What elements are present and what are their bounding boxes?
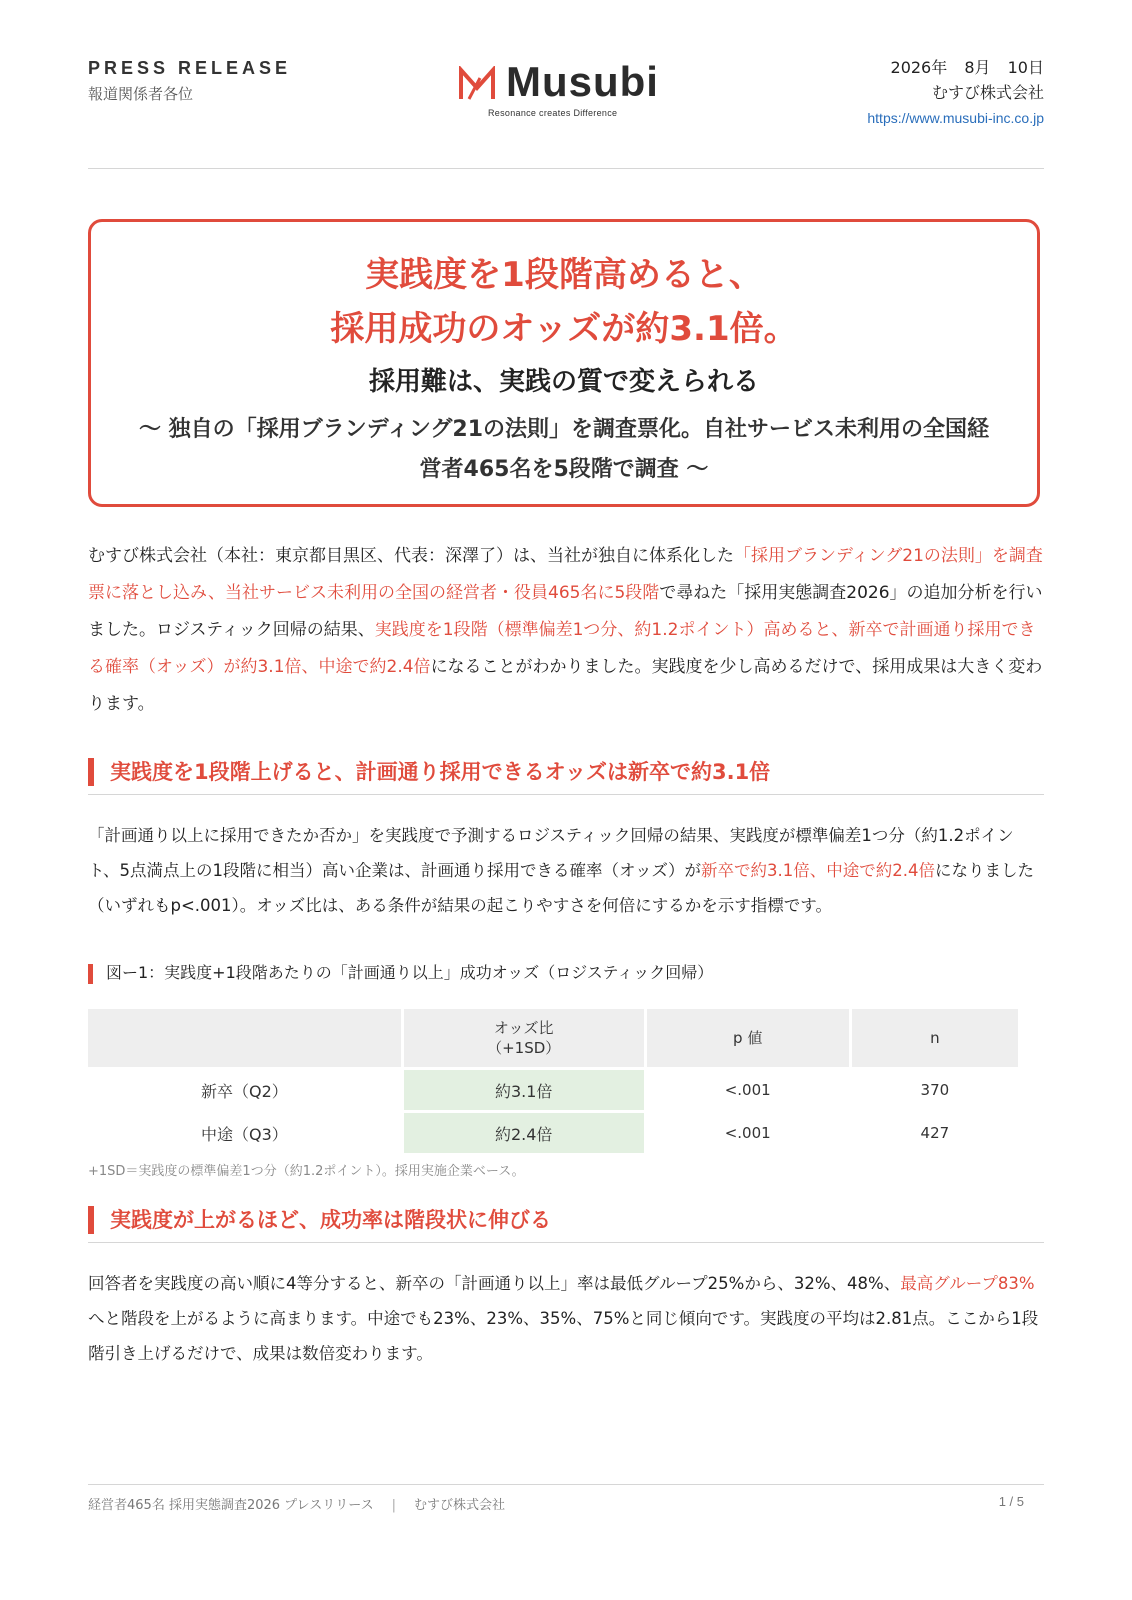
headline-subtitle: 採用難は、実践の質で変えられる <box>368 367 759 397</box>
intro-text-1: むすび株式会社（本社：東京都目黒区、代表：深澤了）は、当社が独自に体系化した <box>88 546 734 566</box>
logo-tagline: Resonance creates Difference <box>488 108 618 118</box>
date-year: 2026年 <box>890 58 948 77</box>
header-odds <box>404 1009 644 1067</box>
headline-box <box>88 219 1040 507</box>
musubi-m-logo-icon <box>458 66 496 102</box>
header-label-cell <box>88 1009 401 1067</box>
section2-text-1: 回答者を実践度の高い順に4等分すると、新卒の「計画通り以上」率は最低グループ25%から、32%、48%、 <box>88 1274 901 1293</box>
section1-text-2: になりました（いずれもp<.001）。オッズ比は、ある条件が結果の起こりやすさを何倍にするかを示す指標です。 <box>88 861 1034 915</box>
footer-company: むすび株式会社 <box>414 1498 506 1513</box>
date-day: 10日 <box>1007 58 1044 77</box>
intro-paragraph <box>88 538 1044 723</box>
section1-paragraph <box>88 818 1044 923</box>
section2-highlight: 最高グループ83% <box>900 1274 1035 1293</box>
footer-separator: | <box>391 1498 396 1513</box>
row-odds: 約2.4倍 <box>404 1113 644 1153</box>
headline-line1: 実践度を1段階高めると、 <box>365 255 763 295</box>
section1-accent-bar <box>88 758 94 786</box>
musubi-logo <box>458 58 678 124</box>
intro-highlight-1: 「採用ブランディング21の法則」を調査票に落とし込み、当社サービス未利用の全国の経営者・役員465名に5段階 <box>88 546 1043 603</box>
section1-heading <box>88 754 1044 795</box>
row-n: 370 <box>920 1081 950 1099</box>
section1-title: 実践度を1段階上げると、計画通り採用できるオッズは新卒で約3.1倍 <box>110 760 771 784</box>
header-divider <box>88 168 1044 169</box>
section2-text-2: へと階段を上がるように高まります。中途でも23%、23%、35%、75%と同じ傾向です。実践度の平均は2.81点。ここから1段階引き上げるだけで、成果は数倍変わります。 <box>88 1309 1039 1363</box>
footer-left <box>88 1494 505 1513</box>
odds-table <box>85 1006 1021 1156</box>
section2-title: 実践度が上がるほど、成功率は階段状に伸びる <box>110 1208 551 1232</box>
section1-text-1: 「計画通り以上に採用できたか否か」を実践度で予測するロジスティック回帰の結果、実践度が標準偏差1つ分（約1.2ポイント、5点満点上の1段階に相当）高い企業は、計画通り採用できる確率（オッズ）が <box>88 826 1014 880</box>
header-n: n <box>852 1009 1018 1067</box>
intro-highlight-2: 実践度を1段階（標準偏差1つ分、約1.2ポイント）高めると、新卒で計画通り採用できる確率（オッズ）が約3.1倍、中途で約2.4倍 <box>88 620 1036 677</box>
page-number: 1 / 5 <box>998 1494 1024 1509</box>
header-left <box>88 58 291 104</box>
intro-text-3: になることがわかりました。実践度を少し高めるだけで、採用成果は大きく変わります。 <box>88 657 1043 714</box>
header-odds-line2: （+1SD） <box>487 1039 561 1057</box>
row-p: <.001 <box>724 1081 771 1099</box>
press-release-label: PRESS RELEASE <box>88 58 292 78</box>
odds-table-header <box>88 1009 1018 1067</box>
headline-note: ～ 独自の「採用ブランディング21の法則」を調査票化。自社サービス未利用の全国経営者465名を5段階で調査 ～ <box>138 417 990 482</box>
header-odds-line1: オッズ比 <box>493 1019 554 1037</box>
release-date <box>867 56 1044 80</box>
footer-divider <box>88 1484 1044 1485</box>
section2-paragraph <box>88 1266 1044 1371</box>
table-row <box>88 1070 1018 1110</box>
row-odds: 約3.1倍 <box>404 1070 644 1110</box>
addressee: 報道関係者各位 <box>88 85 194 103</box>
date-month: 8月 <box>964 58 991 77</box>
table-footnote: +1SD＝実践度の標準偏差1つ分（約1.2ポイント）。採用実施企業ベース。 <box>88 1164 525 1179</box>
footer-document-title: 経営者465名 採用実態調査2026 プレスリリース <box>88 1498 374 1513</box>
section2-heading <box>88 1202 1044 1243</box>
headline-line2: 採用成功のオッズが約3.1倍。 <box>330 309 798 349</box>
intro-text-2: で尋ねた「採用実態調査2026」の追加分析を行いました。ロジスティック回帰の結果、 <box>88 583 1043 640</box>
row-label: 新卒（Q2） <box>200 1081 288 1101</box>
section2-accent-bar <box>88 1206 94 1234</box>
section1-highlight: 新卒で約3.1倍、中途で約2.4倍 <box>701 861 935 880</box>
header-right <box>867 56 1044 130</box>
row-n: 427 <box>920 1124 950 1142</box>
row-p: <.001 <box>724 1124 771 1142</box>
figure-accent-bar <box>88 964 93 984</box>
figure-caption-text: 図ー1：実践度+1段階あたりの「計画通り以上」成功オッズ（ロジスティック回帰） <box>106 963 714 982</box>
header-p-value: p 値 <box>647 1009 849 1067</box>
table-row <box>88 1113 1018 1153</box>
company-url-link[interactable]: https://www.musubi-inc.co.jp <box>867 110 1044 126</box>
row-label: 中途（Q3） <box>200 1124 288 1144</box>
company-name: むすび株式会社 <box>931 83 1044 102</box>
logo-wordmark: Musubi <box>506 58 659 105</box>
